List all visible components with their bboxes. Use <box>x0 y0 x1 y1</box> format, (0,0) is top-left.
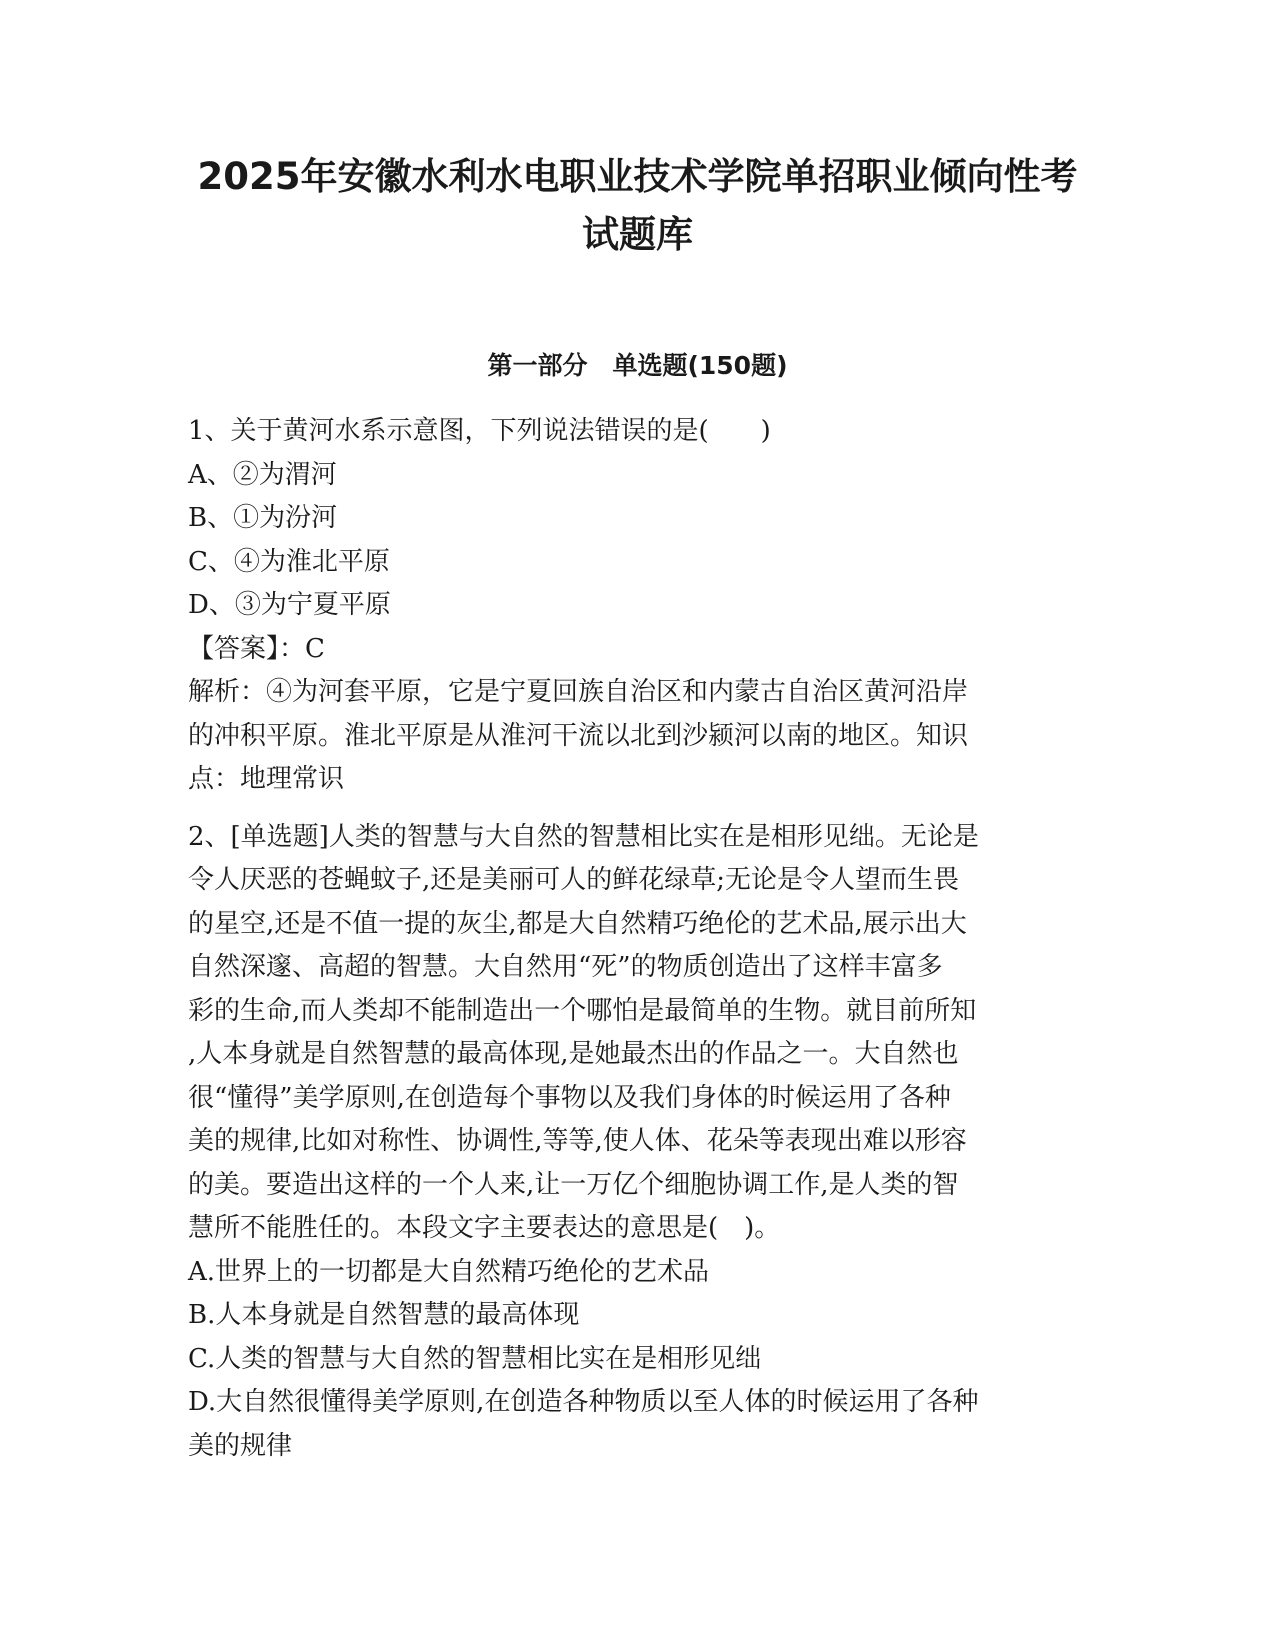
stem-line: 彩的生命,而人类却不能制造出一个哪怕是最简单的生物。就目前所知 <box>188 995 977 1026</box>
stem-line: 2、[单选题]人类的智慧与大自然的智慧相比实在是相形见绌。无论是 <box>188 821 979 852</box>
stem-line: 自然深邃、高超的智慧。大自然用“死”的物质创造出了这样丰富多 <box>188 952 943 982</box>
explanation-line: 点：地理常识 <box>188 764 345 794</box>
option-a: A.世界上的一切都是大自然精巧绝伦的艺术品 <box>188 1256 710 1287</box>
stem-line: ,人本身就是自然智慧的最高体现,是她最杰出的作品之一。大自然也 <box>188 1039 959 1069</box>
question-2 <box>188 816 1083 1469</box>
answer: 【答案】：C <box>188 633 325 664</box>
question-list <box>188 410 1083 1468</box>
question-spacer <box>188 802 1083 816</box>
stem-line: 慧所不能胜任的。本段文字主要表达的意思是( )。 <box>188 1213 781 1243</box>
question-stem: 1、关于黄河水系示意图，下列说法错误的是( ) <box>188 416 771 446</box>
document-title <box>150 148 1125 264</box>
explanation <box>188 671 1083 802</box>
stem-line: 美的规律,比如对称性、协调性,等等,使人体、花朵等表现出难以形容 <box>188 1126 967 1156</box>
option-a: A、②为渭河 <box>188 459 337 490</box>
question-stem <box>188 816 1083 1251</box>
option-d-line: 美的规律 <box>188 1430 293 1461</box>
section-heading: 第一部分 单选题(150题) <box>487 351 788 380</box>
explanation-line: 解析：④为河套平原，它是宁夏回族自治区和内蒙古自治区黄河沿岸 <box>188 677 969 707</box>
stem-line: 的美。要造出这样的一个人来,让一万亿个细胞协调工作,是人类的智 <box>188 1169 959 1200</box>
option-d: D、③为宁夏平原 <box>188 590 391 620</box>
option-d-line: D.大自然很懂得美学原则,在创造各种物质以至人体的时候运用了各种 <box>188 1387 979 1417</box>
option-c: C.人类的智慧与大自然的智慧相比实在是相形见绌 <box>188 1343 762 1374</box>
option-d <box>188 1381 1083 1468</box>
stem-line: 令人厌恶的苍蝇蚊子,还是美丽可人的鲜花绿草;无论是令人望而生畏 <box>188 865 960 895</box>
explanation-line: 的冲积平原。淮北平原是从淮河干流以北到沙颍河以南的地区。知识 <box>188 720 969 751</box>
option-b: B、①为汾河 <box>188 503 338 533</box>
stem-line: 的星空,还是不值一提的灰尘,都是大自然精巧绝伦的艺术品,展示出大 <box>188 908 967 939</box>
stem-line: 很“懂得”美学原则,在创造每个事物以及我们身体的时候运用了各种 <box>188 1082 951 1113</box>
option-b: B.人本身就是自然智慧的最高体现 <box>188 1300 580 1330</box>
option-c: C、④为淮北平原 <box>188 546 390 577</box>
document-title-line-2: 试题库 <box>582 213 693 256</box>
document-title-line-1: 2025年安徽水利水电职业技术学院单招职业倾向性考 <box>197 155 1078 198</box>
question-1 <box>188 410 1083 802</box>
